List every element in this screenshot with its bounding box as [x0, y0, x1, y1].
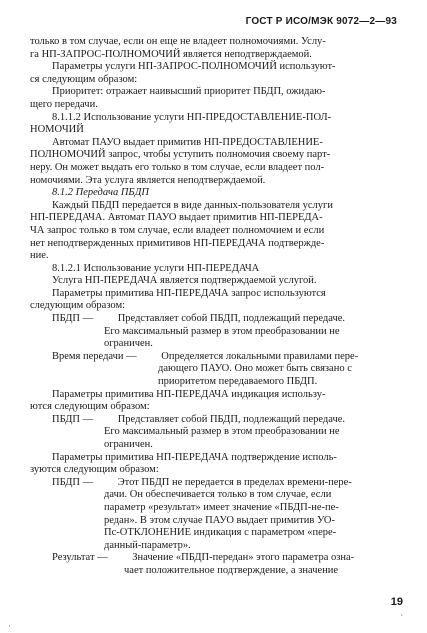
text-line: Параметры примитива НП-ПЕРЕДАЧА подтверждение исполь-	[52, 451, 337, 463]
definition-term: ПБДП —	[52, 413, 96, 425]
definition-item	[30, 313, 409, 326]
page-body	[30, 36, 409, 578]
definition-text: Определяется локальными правилами пере-	[161, 350, 359, 362]
text-line: параметр «результат» имеет значение «ПБДП-не-пе-	[104, 501, 339, 513]
text-line: номочиями. Эта услуга является неподтверждаемой.	[30, 174, 266, 186]
page-number: 19	[390, 596, 403, 608]
text-line: Автомат ПАУО выдает примитив НП-ПРЕДОСТАВЛЕНИЕ-	[52, 136, 323, 148]
text-line: Приоритет: отражает наивысший приоритет ПБДП, ожидаю-	[52, 86, 326, 98]
text-line: только в том случае, если он еще не владеет полномочиями. Услу-	[30, 36, 326, 47]
section-heading: 8.1.2 Передача ПБДП	[52, 187, 149, 199]
text-line: ЧА запрос только в том случае, если владеет полномочием и если	[30, 224, 325, 236]
definition-term: Время передачи —	[52, 350, 140, 362]
text-line: НП-ПЕРЕДАЧА. Автомат ПАУО выдает примитив НП-ПЕРЕДА-	[30, 212, 323, 224]
text-line: ние.	[30, 250, 49, 262]
text-line: приоритетом передаваемого ПБДП.	[158, 376, 318, 388]
scan-mark: `	[400, 613, 403, 623]
section-heading: 8.1.2.1 Использование услуги НП-ПЕРЕДАЧА	[52, 262, 260, 274]
text-line: щего передачи.	[30, 98, 98, 110]
text-line: нет неподтвержденных примитивов НП-ПЕРЕДАЧА подтвержде-	[30, 237, 325, 249]
definition-item	[30, 414, 409, 427]
definition-term: Результат —	[52, 552, 111, 564]
text-line: Его максимальный размер в этом преобразовании не	[104, 426, 340, 438]
definition-text: Представляет собой ПБДП, подлежащий передаче.	[117, 413, 346, 425]
text-line: чает положительное подтверждение, а значение	[124, 564, 339, 576]
section-heading: 8.1.1.2 Использование услуги НП-ПРЕДОСТАВЛЕНИЕ-ПОЛ-	[52, 111, 332, 123]
text-line: ются следующим образом:	[30, 401, 150, 413]
text-line: дающего ПАУО. Оно может быть связано с	[158, 363, 352, 375]
definition-item	[30, 477, 409, 490]
text-line: данный-параметр».	[104, 539, 191, 551]
definition-term: ПБДП —	[52, 313, 96, 325]
text-line: следующим образом:	[30, 300, 126, 312]
text-line: Пс-ОТКЛОНЕНИЕ индикация с параметром «пере-	[104, 527, 337, 539]
definition-text: Этот ПБДП не передается в пределах времени-пере-	[117, 476, 352, 488]
text-line: Каждый ПБДП передается в виде данных-пользователя услуги	[52, 199, 333, 211]
scan-mark: ·	[8, 621, 11, 631]
text-line: ся следующим образом:	[30, 73, 138, 85]
text-line: га НП-ЗАПРОС-ПОЛНОМОЧИЙ является неподтверждаемой.	[30, 48, 312, 60]
definition-item	[30, 351, 409, 364]
text-line: редан». В этом случае ПАУО выдает примитив УО-	[104, 514, 335, 526]
text-line: дачи. Он обеспечивается только в том случае, если	[104, 489, 332, 501]
text-line: Его максимальный размер в этом преобразовании не	[104, 325, 340, 337]
text-line: ограничен.	[104, 439, 153, 450]
definition-item	[30, 552, 409, 565]
text-line: Параметры примитива НП-ПЕРЕДАЧА индикация использу-	[52, 388, 326, 400]
text-line: ограничен.	[104, 338, 153, 350]
text-line: ПОЛНОМОЧИЙ запрос, чтобы уступить полномочия своему парт-	[30, 149, 331, 161]
definition-text: Значение «ПБДП-передан» этого параметра озна-	[132, 552, 355, 564]
text-line: зуются следующим образом:	[30, 464, 159, 476]
definition-term: ПБДП —	[52, 476, 96, 488]
text-line: неру. Он может выдать его только в том случае, если владеет пол-	[30, 161, 325, 173]
section-heading: НОМОЧИЙ	[30, 124, 84, 136]
text-line: Услуга НП-ПЕРЕДАЧА является подтверждаемой услугой.	[52, 275, 317, 287]
text-line: Параметры услуги НП-ЗАПРОС-ПОЛНОМОЧИЙ используют-	[52, 61, 336, 73]
page-header: ГОСТ Р ИСО/МЭК 9072—2—93	[245, 16, 397, 27]
definition-text: Представляет собой ПБДП, подлежащий передаче.	[117, 313, 346, 325]
text-line: Параметры примитива НП-ПЕРЕДАЧА запрос используются	[52, 287, 326, 299]
